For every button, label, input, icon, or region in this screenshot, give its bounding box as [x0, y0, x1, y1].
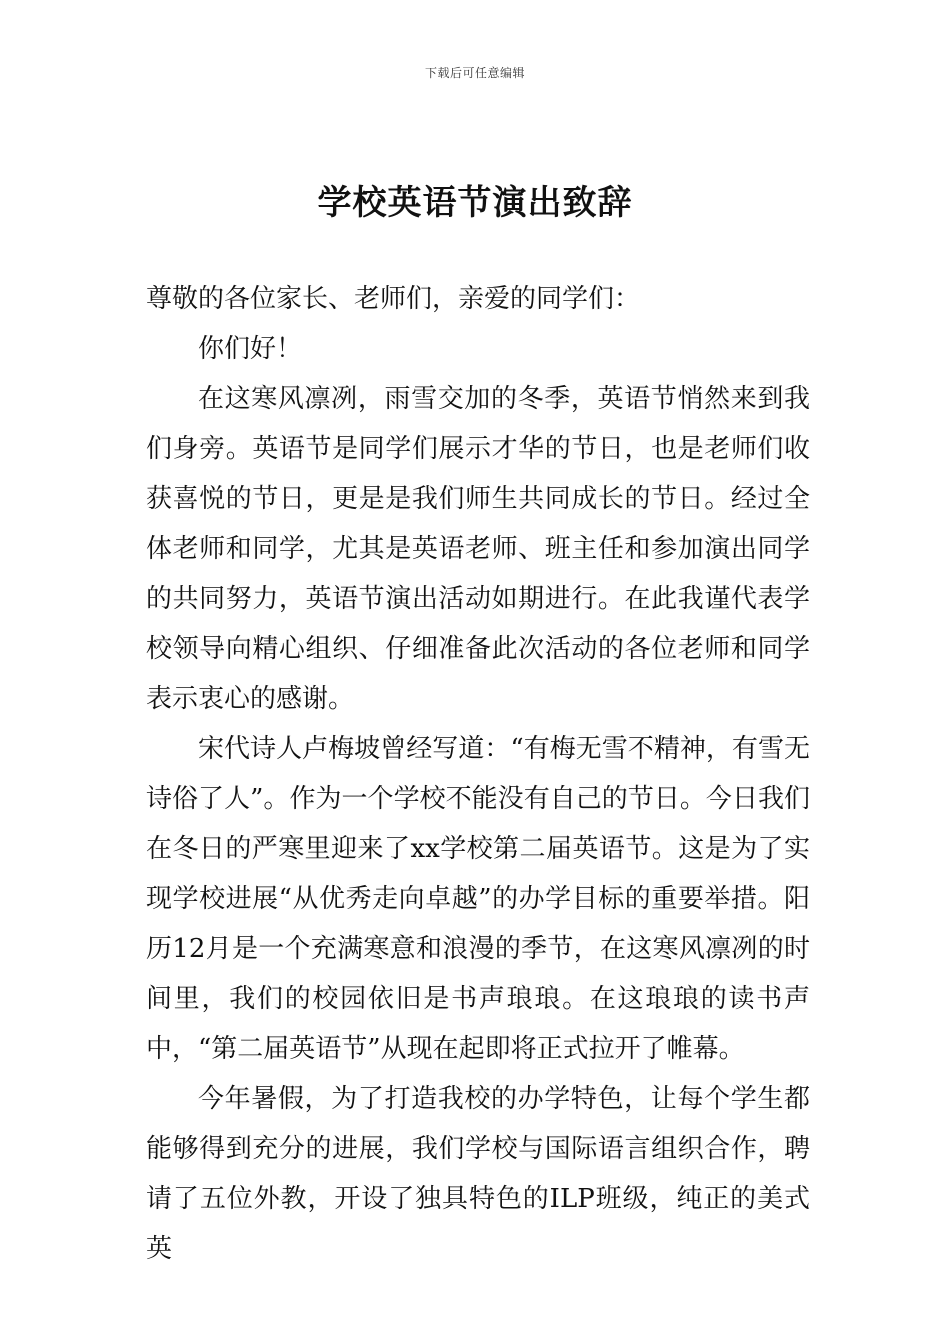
- paragraph: 在这寒风凛冽，雨雪交加的冬季，英语节悄然来到我们身旁。英语节是同学们展示才华的节日，也是老师们收获喜悦的节日，更是是我们师生共同成长的节日。经过全体老师和同学，尤其是英语老师、班主任和参加演出同学的共同努力，英语节演出活动如期进行。在此我谨代表学校领导向精心组织、仔细准备此次活动的各位老师和同学表示衷心的感谢。: [146, 384, 810, 714]
- document-title: 学校英语节演出致辞: [317, 183, 633, 223]
- paragraph: 今年暑假，为了打造我校的办学特色，让每个学生都能够得到充分的进展，我们学校与国际语言组织合作，聘请了五位外教，开设了独具特色的ILP班级，纯正的美式英: [146, 1084, 810, 1264]
- document-body: [146, 274, 810, 1274]
- paragraph: 宋代诗人卢梅坡曾经写道：“有梅无雪不精神，有雪无诗俗了人”。作为一个学校不能没有自己的节日。今日我们在冬日的严寒里迎来了xx学校第二届英语节。这是为了实现学校进展“从优秀走向卓越”的办学目标的重要举措。阳历12月是一个充满寒意和浪漫的季节，在这寒风凛冽的时间里，我们的校园依旧是书声琅琅。在这琅琅的读书声中，“第二届英语节”从现在起即将正式拉开了帷幕。: [146, 734, 810, 1064]
- salutation: 尊敬的各位家长、老师们，亲爱的同学们：: [146, 284, 641, 314]
- header-note: 下载后可任意编辑: [424, 66, 525, 80]
- greeting: 你们好！: [198, 334, 303, 364]
